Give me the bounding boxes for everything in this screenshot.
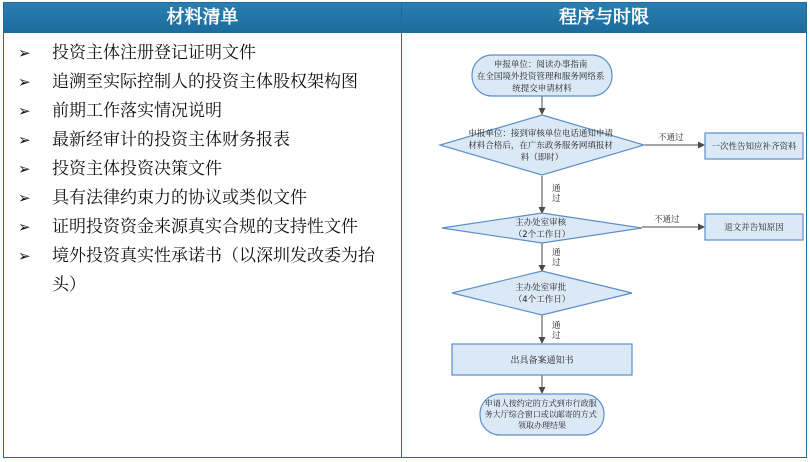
procedure-flowchart bbox=[402, 33, 806, 457]
materials-list-item bbox=[4, 155, 401, 184]
arrow-bullet-icon: ➢ bbox=[18, 44, 31, 62]
materials-list-item bbox=[4, 39, 401, 68]
two-column-panel bbox=[3, 2, 807, 458]
materials-header: 材料清单 bbox=[4, 3, 401, 33]
review-decision-label: 主办处室审核 （2个工作日） bbox=[513, 218, 571, 240]
materials-item-text: 证明投资资金来源真实合规的支持性文件 bbox=[52, 217, 358, 237]
return-notice-label: 退文并告知原因 bbox=[724, 223, 784, 233]
arrow-bullet-icon: ➢ bbox=[18, 102, 31, 120]
end-node-label: 申请人按约定的方式到市行政服 务大厅综合窗口或以邮寄的方式 领取办理结果 bbox=[484, 399, 597, 430]
pass-label-1: 通过 bbox=[552, 184, 561, 204]
arrow-bullet-icon: ➢ bbox=[18, 160, 31, 178]
materials-list-item bbox=[4, 213, 401, 242]
approval-decision bbox=[452, 271, 632, 315]
materials-list-item bbox=[4, 184, 401, 213]
start-node-label: 申报单位：阅读办事指南 在全国境外投资管理和服务网络系 统提交申请材料 bbox=[476, 60, 605, 94]
materials-item-text: 最新经审计的投资主体财务报表 bbox=[52, 130, 290, 150]
reject-notice-label: 一次性告知应补齐资料 bbox=[711, 142, 797, 152]
procedure-column bbox=[402, 3, 806, 457]
materials-list-item bbox=[4, 97, 401, 126]
materials-list-item bbox=[4, 68, 401, 97]
arrow-bullet-icon: ➢ bbox=[18, 247, 31, 265]
materials-item-text: 投资主体投资决策文件 bbox=[52, 159, 222, 179]
materials-column bbox=[4, 3, 402, 457]
arrow-bullet-icon: ➢ bbox=[18, 218, 31, 236]
procedure-header: 程序与时限 bbox=[402, 3, 806, 33]
materials-list-item bbox=[4, 126, 401, 155]
arrow-bullet-icon: ➢ bbox=[18, 73, 31, 91]
pass-label-3: 通过 bbox=[552, 321, 561, 341]
arrow-bullet-icon: ➢ bbox=[18, 189, 31, 207]
materials-item-text: 前期工作落实情况说明 bbox=[52, 101, 222, 121]
arrow-bullet-icon: ➢ bbox=[18, 131, 31, 149]
materials-list bbox=[4, 39, 401, 300]
submit-decision-label: 申报单位：接到审核单位电话通知申请 材料合格后，在广东政务服务网填报材 料（即时） bbox=[468, 129, 613, 163]
fail-label-1: 不通过 bbox=[658, 133, 684, 143]
materials-item-text: 境外投资真实性承诺书（以深圳发改委为抬头） bbox=[52, 246, 375, 295]
issue-notice-label: 出具备案通知书 bbox=[510, 356, 574, 366]
materials-item-text: 具有法律约束力的协议或类似文件 bbox=[52, 188, 307, 208]
materials-item-text: 追溯至实际控制人的投资主体股权架构图 bbox=[52, 72, 358, 92]
approval-decision-label: 主办处室审批 （4个工作日） bbox=[513, 283, 571, 305]
materials-item-text: 投资主体注册登记证明文件 bbox=[52, 43, 256, 63]
fail-label-2: 不通过 bbox=[654, 215, 680, 225]
materials-list-item bbox=[4, 242, 401, 300]
pass-label-2: 通过 bbox=[552, 248, 561, 268]
